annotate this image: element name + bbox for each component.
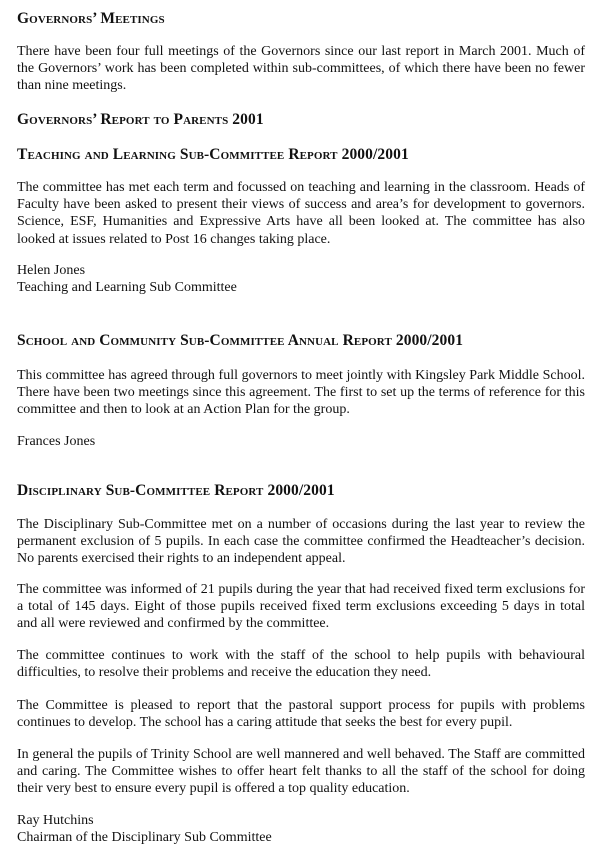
teaching-heading-wrap: [17, 146, 585, 164]
report-title: Governors’ Report to Parents 2001: [17, 111, 264, 128]
section-heading: Disciplinary Sub-Committee Report 2000/2001: [17, 482, 335, 499]
governors-meetings-text: There have been four full meetings of the Governors since our last report in March 2001. Much of the Governors’ work has been completed within sub-committees, of which there have been no fewer than nine meetings.: [17, 44, 585, 94]
disciplinary-para-5-wrap: [17, 746, 585, 798]
governors-meetings-section: [17, 10, 585, 28]
signer-role: Teaching and Learning Sub Committee: [17, 280, 237, 296]
disciplinary-para-2-wrap: [17, 581, 585, 633]
signer-name: Helen Jones: [17, 263, 86, 278]
governors-meetings-body-wrap: [17, 43, 585, 95]
report-title-wrap: [17, 111, 585, 129]
signer-name: Ray Hutchins: [17, 813, 94, 828]
section-heading: School and Community Sub-Committee Annual Report 2000/2001: [17, 332, 464, 349]
disciplinary-paragraph: The Committee is pleased to report that the pastoral support process for pupils with problems continues to develop. The school has a caring attitude that seeks the best for every pupil.: [17, 698, 585, 731]
disciplinary-paragraph: In general the pupils of Trinity School are well mannered and well behaved. The Staff are committed and caring. The Committee wishes to offer heart felt thanks to all the staff of the school for doing their very best to ensure every pupil is offered a top quality education.: [17, 747, 585, 797]
disciplinary-para-1-wrap: [17, 516, 585, 568]
disciplinary-signature: [17, 812, 585, 846]
disciplinary-paragraph: The committee was informed of 21 pupils during the year that had received fixed term exclusions for a total of 145 days. Eight of those pupils received fixed term exclusions exceeding 5 days in total and all were reviewed and confirmed by the committee.: [17, 582, 585, 632]
disciplinary-para-3-wrap: [17, 647, 585, 681]
community-text: This committee has agreed through full governors to meet jointly with Kingsley Park Middle School. There have been two meetings since this agreement. The first to set up the terms of reference for this committee and then to look at an Action Plan for the group.: [17, 368, 585, 418]
disciplinary-paragraph: The committee continues to work with the staff of the school to help pupils with behavioural difficulties, to resolve their problems and receive the education they need.: [17, 648, 585, 681]
teaching-text: The committee has met each term and focussed on teaching and learning in the classroom. Heads of Faculty have been asked to present their views of success and area’s for development to governors. Science, ESF, Humanities and Expressive Arts have all been looked at. The committee has also looked at issues related to Post 16 changes taking place.: [17, 180, 585, 247]
section-heading: Teaching and Learning Sub-Committee Report 2000/2001: [17, 146, 409, 163]
disciplinary-paragraph: The Disciplinary Sub-Committee met on a number of occasions during the last year to review the permanent exclusion of 5 pupils. In each case the committee confirmed the Headteacher’s decision. No parents exercised their rights to an independent appeal.: [17, 517, 585, 567]
disciplinary-para-4-wrap: [17, 697, 585, 731]
section-heading: Governors’ Meetings: [17, 10, 165, 27]
teaching-signature: [17, 262, 585, 296]
signer-role: Chairman of the Disciplinary Sub Committee: [17, 830, 272, 846]
community-heading-wrap: [17, 332, 585, 350]
signer-name: Frances Jones: [17, 434, 96, 449]
teaching-body-wrap: [17, 179, 585, 248]
community-signature: [17, 433, 585, 450]
disciplinary-heading-wrap: [17, 482, 585, 500]
community-body-wrap: [17, 367, 585, 419]
